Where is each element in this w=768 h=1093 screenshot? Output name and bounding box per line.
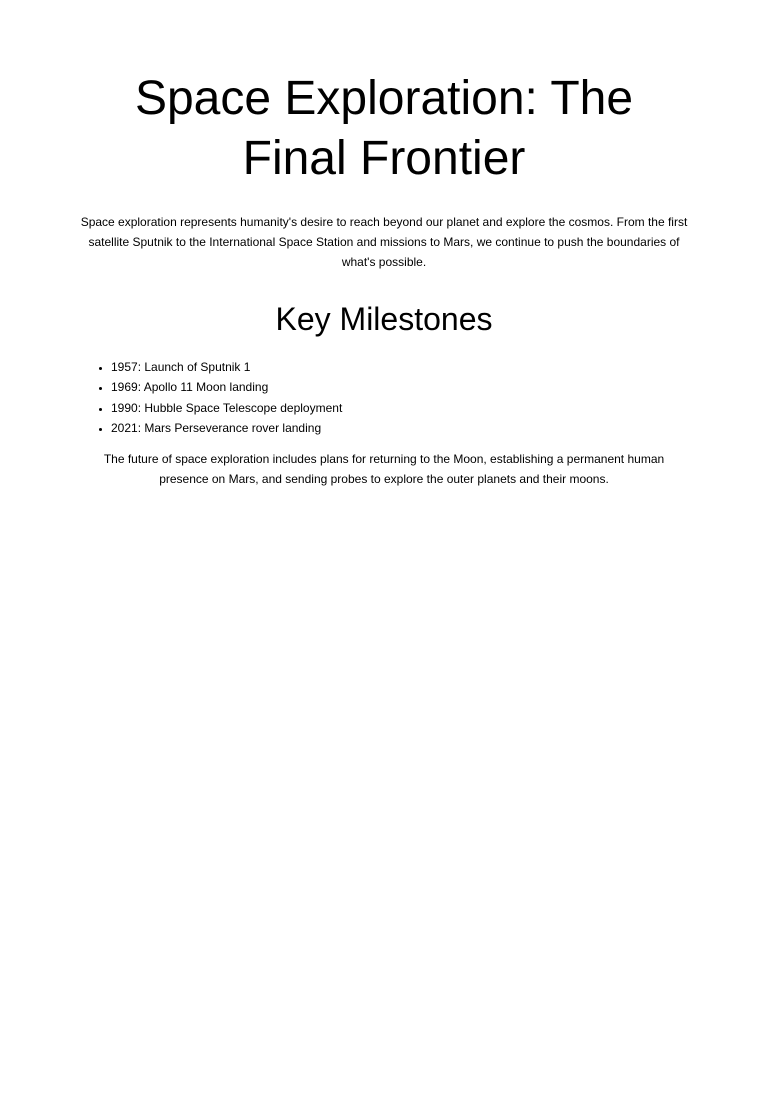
list-item: • 1969: Apollo 11 Moon landing (111, 377, 690, 397)
page-title: Space Exploration: The Final Frontier (134, 72, 634, 185)
list-item: • 2021: Mars Perseverance rover landing (111, 418, 690, 438)
milestones-heading: Key Milestones (275, 301, 493, 337)
intro-paragraph: Space exploration represents humanity's desire to reach beyond our planet and explore the cosmos. From the first satellite Sputnik to the International Space Station and missions to Mars, we continue to push the boundaries of what's possible. (80, 215, 688, 269)
closing-paragraph: The future of space exploration includes plans for returning to the Moon, establishing a permanent human presence on Mars, and sending probes to explore the outer planets and their moons. (103, 452, 665, 487)
milestones-list (78, 357, 690, 438)
list-item: • 1990: Hubble Space Telescope deployment (111, 398, 690, 418)
list-item: • 1957: Launch of Sputnik 1 (111, 357, 690, 377)
document-page (0, 69, 768, 489)
